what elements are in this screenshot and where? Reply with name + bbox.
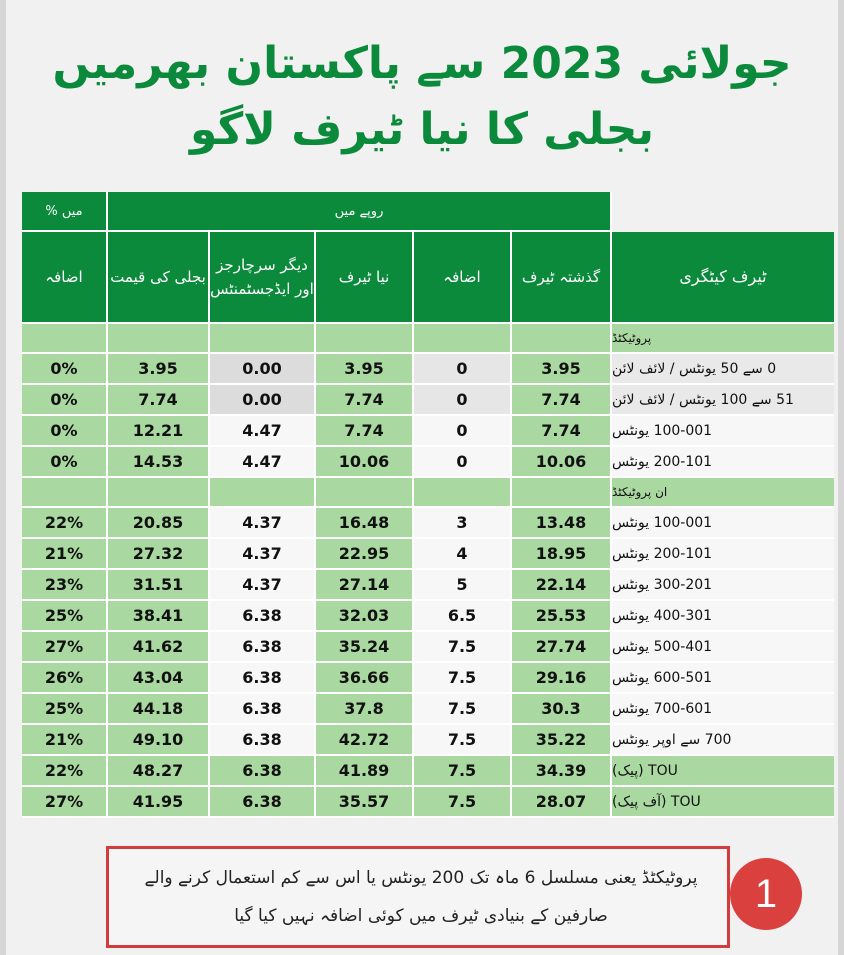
new-tariff-cell: 36.66 [316,663,414,694]
section-blank [108,478,210,508]
other-surcharges-cell: 0.00 [210,354,316,385]
increase-pct-cell: 0% [22,447,108,478]
previous-tariff-cell: 29.16 [512,663,612,694]
section-row-unprotected [22,478,834,508]
new-tariff-cell: 35.24 [316,632,414,663]
increase-pct-cell: 21% [22,725,108,756]
increase-pct-cell: 25% [22,694,108,725]
increase-pct-cell: 25% [22,601,108,632]
new-tariff-cell: 3.95 [316,354,414,385]
increase-cell: 0 [414,354,512,385]
tariff-category-cell: 0 سے 50 یونٹس / لائف لائن [612,354,834,385]
electricity-price-cell: 3.95 [108,354,210,385]
increase-cell: 3 [414,508,512,539]
section-blank [210,478,316,508]
note-line-1: پروٹیکٹڈ یعنی مسلسل 6 ماہ تک 200 یونٹس یا اس سے کم استعمال کرنے والے [144,868,698,888]
increase-cell: 6.5 [414,601,512,632]
table-row [22,725,834,756]
electricity-price-cell: 49.10 [108,725,210,756]
tariff-category-cell: TOU (پیک) [612,756,834,787]
electricity-price-cell: 27.32 [108,539,210,570]
other-surcharges-cell: 6.38 [210,756,316,787]
units-spacer [612,192,834,232]
previous-tariff-cell: 13.48 [512,508,612,539]
table-row [22,385,834,416]
new-tariff-cell: 10.06 [316,447,414,478]
increase-pct-cell: 26% [22,663,108,694]
tariff-category-cell: 600-501 یونٹس [612,663,834,694]
increase-cell: 7.5 [414,694,512,725]
section-blank [316,478,414,508]
electricity-price-cell: 7.74 [108,385,210,416]
increase-cell: 7.5 [414,756,512,787]
electricity-price-cell: 41.95 [108,787,210,818]
protected-rows [22,354,834,478]
electricity-price-cell: 14.53 [108,447,210,478]
section-label-unprotected: ان پروٹیکٹڈ [612,478,834,508]
other-surcharges-cell: 4.37 [210,570,316,601]
section-blank [512,324,612,354]
previous-tariff-cell: 28.07 [512,787,612,818]
rupees-unit-label: روپے میں [108,192,612,232]
tariff-category-cell: 500-401 یونٹس [612,632,834,663]
other-surcharges-cell: 4.37 [210,508,316,539]
tariff-category-cell: 100-001 یونٹس [612,416,834,447]
section-blank [414,324,512,354]
table-row [22,416,834,447]
other-surcharges-cell: 6.38 [210,694,316,725]
increase-cell: 7.5 [414,787,512,818]
increase-cell: 5 [414,570,512,601]
other-surcharges-cell: 6.38 [210,632,316,663]
increase-cell: 0 [414,447,512,478]
table-row [22,632,834,663]
table-row [22,787,834,818]
header-electricity-price: بجلی کی قیمت [108,232,210,324]
header-increase: اضافہ [414,232,512,324]
header-tariff-category: ٹیرف کیٹگری [612,232,834,324]
increase-cell: 7.5 [414,632,512,663]
previous-tariff-cell: 35.22 [512,725,612,756]
other-surcharges-cell: 4.47 [210,416,316,447]
electricity-price-cell: 12.21 [108,416,210,447]
section-blank [108,324,210,354]
tariff-category-cell: 700 سے اوپر یونٹس [612,725,834,756]
new-tariff-cell: 35.57 [316,787,414,818]
tariff-category-cell: TOU (آف پیک) [612,787,834,818]
new-tariff-cell: 7.74 [316,416,414,447]
increase-pct-cell: 21% [22,539,108,570]
tariff-category-cell: 200-101 یونٹس [612,539,834,570]
table-row [22,570,834,601]
headline-line-2: بجلی کا نیا ٹیرف لاگو [190,104,654,155]
header-increase-pct: اضافہ [22,232,108,324]
tariff-infographic [6,0,838,955]
header-row [22,232,834,324]
section-blank [414,478,512,508]
increase-cell: 7.5 [414,725,512,756]
previous-tariff-cell: 18.95 [512,539,612,570]
table-row [22,756,834,787]
table-row [22,539,834,570]
other-surcharges-cell: 6.38 [210,725,316,756]
previous-tariff-cell: 34.39 [512,756,612,787]
tariff-category-cell: 700-601 یونٹس [612,694,834,725]
table-row [22,354,834,385]
previous-tariff-cell: 7.74 [512,416,612,447]
section-blank [512,478,612,508]
note-line-2: صارفین کے بنیادی ٹیرف میں کوئی اضافہ نہیں کیا گیا [234,906,608,926]
other-surcharges-cell: 6.38 [210,601,316,632]
headline-line-1: جولائی 2023 سے پاکستان بھرمیں [52,38,792,89]
protected-note-box [106,846,730,948]
table-row [22,601,834,632]
increase-cell: 0 [414,416,512,447]
previous-tariff-cell: 25.53 [512,601,612,632]
section-blank [22,478,108,508]
table-row [22,663,834,694]
electricity-price-cell: 44.18 [108,694,210,725]
new-tariff-cell: 7.74 [316,385,414,416]
other-surcharges-cell: 6.38 [210,787,316,818]
previous-tariff-cell: 30.3 [512,694,612,725]
new-tariff-cell: 22.95 [316,539,414,570]
tariff-category-cell: 51 سے 100 یونٹس / لائف لائن [612,385,834,416]
section-label-protected: پروٹیکٹڈ [612,324,834,354]
units-row [22,192,834,232]
table-row [22,694,834,725]
previous-tariff-cell: 10.06 [512,447,612,478]
increase-cell: 7.5 [414,663,512,694]
tariff-category-cell: 400-301 یونٹس [612,601,834,632]
section-row-protected [22,324,834,354]
increase-pct-cell: 27% [22,632,108,663]
previous-tariff-cell: 7.74 [512,385,612,416]
new-tariff-cell: 16.48 [316,508,414,539]
unprotected-rows [22,508,834,756]
tariff-table [22,192,834,818]
electricity-price-cell: 38.41 [108,601,210,632]
table-row [22,447,834,478]
increase-cell: 0 [414,385,512,416]
increase-pct-cell: 22% [22,508,108,539]
header-new-tariff: نیا ٹیرف [316,232,414,324]
section-blank [22,324,108,354]
table-row [22,508,834,539]
new-tariff-cell: 27.14 [316,570,414,601]
other-surcharges-cell: 4.37 [210,539,316,570]
increase-pct-cell: 22% [22,756,108,787]
increase-pct-cell: 0% [22,354,108,385]
increase-pct-cell: 23% [22,570,108,601]
increase-pct-cell: 0% [22,416,108,447]
other-surcharges-cell: 0.00 [210,385,316,416]
percent-unit-label: % میں [22,192,108,232]
previous-tariff-cell: 27.74 [512,632,612,663]
other-surcharges-cell: 6.38 [210,663,316,694]
previous-tariff-cell: 3.95 [512,354,612,385]
increase-cell: 4 [414,539,512,570]
electricity-price-cell: 31.51 [108,570,210,601]
previous-tariff-cell: 22.14 [512,570,612,601]
new-tariff-cell: 41.89 [316,756,414,787]
other-surcharges-cell: 4.47 [210,447,316,478]
increase-pct-cell: 0% [22,385,108,416]
section-blank [316,324,414,354]
header-other-surcharges: دیگر سرچارجز اور ایڈجسٹمنٹس [210,232,316,324]
tariff-category-cell: 100-001 یونٹس [612,508,834,539]
tariff-category-cell: 300-201 یونٹس [612,570,834,601]
header-previous-tariff: گذشتہ ٹیرف [512,232,612,324]
new-tariff-cell: 42.72 [316,725,414,756]
electricity-price-cell: 48.27 [108,756,210,787]
section-blank [210,324,316,354]
electricity-price-cell: 41.62 [108,632,210,663]
increase-pct-cell: 27% [22,787,108,818]
new-tariff-cell: 37.8 [316,694,414,725]
electricity-price-cell: 43.04 [108,663,210,694]
number-badge: 1 [730,858,802,930]
electricity-price-cell: 20.85 [108,508,210,539]
tariff-category-cell: 200-101 یونٹس [612,447,834,478]
new-tariff-cell: 32.03 [316,601,414,632]
tou-rows [22,756,834,818]
